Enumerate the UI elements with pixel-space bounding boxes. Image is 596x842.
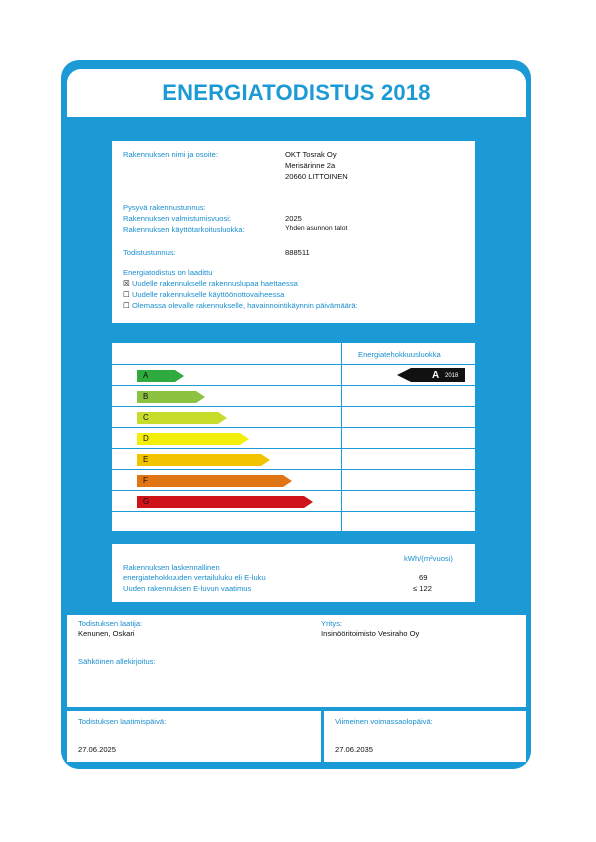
- use-class-value: Yhden asunnon talot: [285, 225, 348, 232]
- signature-label: Sähköinen allekirjoitus:: [78, 657, 156, 666]
- class-column-divider: [341, 343, 342, 531]
- class-letter-c: C: [143, 413, 149, 422]
- class-divider: [112, 364, 475, 365]
- building-name-line-3: 20660 LITTOINEN: [285, 172, 348, 181]
- class-divider: [112, 448, 475, 449]
- class-divider: [112, 385, 475, 386]
- e-unit-suffix: /(m²vuosi): [419, 554, 453, 563]
- class-arrow-e: [137, 454, 270, 466]
- made-for-label: Energiatodistus on laadittu: [123, 268, 213, 277]
- building-info-box: [112, 141, 475, 323]
- class-divider: [112, 406, 475, 407]
- class-arrow-c: [137, 412, 227, 424]
- checkbox-unchecked-icon[interactable]: ☐: [123, 290, 130, 299]
- class-divider: [112, 490, 475, 491]
- class-divider: [112, 469, 475, 470]
- author-name: Kenunen, Oskari: [78, 629, 135, 638]
- cert-id-label: Todistustunnus:: [123, 248, 176, 257]
- class-arrow-d: [137, 433, 249, 445]
- option-row-3: [123, 301, 358, 310]
- issued-date: 27.06.2025: [78, 745, 117, 754]
- class-letter-b: B: [143, 392, 149, 401]
- calc-value: 69: [419, 573, 428, 582]
- company-name: Insinööritoimisto Vesiraho Oy: [321, 629, 420, 638]
- option-row-1: [123, 279, 298, 288]
- issued-date-box: [67, 711, 321, 762]
- limit-label: Uuden rakennuksen E-luvun vaatimus: [123, 584, 252, 593]
- company-label: Yritys:: [321, 619, 343, 628]
- cert-id-value: 888511: [285, 248, 310, 257]
- option-label-2: Uudelle rakennukselle käyttöönottovaiheessa: [131, 290, 285, 299]
- class-letter-e: E: [143, 455, 149, 464]
- year-label: Rakennuksen valmistumisvuosi:: [123, 214, 232, 223]
- valid-date-box: [324, 711, 526, 762]
- option-label-3: Olemassa olevalle rakennukselle, havainnointikäynnin päivämäärä:: [131, 301, 358, 310]
- author-label: Todistuksen laatija:: [78, 619, 143, 628]
- permanent-id-label: Pysyvä rakennustunnus:: [123, 203, 206, 212]
- e-unit: [404, 554, 453, 563]
- class-arrow-f: [137, 475, 292, 487]
- checkbox-checked-icon[interactable]: ☒: [123, 279, 130, 288]
- result-class-letter: A: [432, 370, 440, 381]
- checkbox-unchecked-icon[interactable]: ☐: [123, 301, 130, 310]
- class-letter-g: G: [143, 497, 150, 506]
- class-letter-f: F: [143, 476, 148, 485]
- result-class-year: 2018: [445, 373, 459, 379]
- year-value: 2025: [285, 214, 302, 223]
- page-title: ENERGIATODISTUS 2018: [162, 80, 431, 105]
- option-row-2: [123, 290, 284, 299]
- e-value-box: [112, 544, 475, 602]
- calc-label-line-2: energiatehokkuuden vertailuluku eli E-luku: [123, 573, 266, 582]
- author-box: [67, 615, 526, 707]
- option-label-1: Uudelle rakennukselle rakennuslupaa haettaessa: [131, 279, 298, 288]
- valid-label: Viimeinen voimassaolopäivä:: [335, 717, 433, 726]
- use-class-label: Rakennuksen käyttötarkoitusluokka:: [123, 225, 245, 234]
- class-header: Energiatehokkuusluokka: [358, 350, 441, 359]
- class-letter-d: D: [143, 434, 149, 443]
- limit-value: ≤ 122: [413, 584, 432, 593]
- calc-label-line-1: Rakennuksen laskennallinen: [123, 563, 220, 572]
- building-name-line-1: OKT Tosrak Oy: [285, 150, 337, 159]
- valid-date: 27.06.2035: [335, 745, 374, 754]
- class-divider: [112, 511, 475, 512]
- title-box: [67, 69, 526, 117]
- building-name-label: Rakennuksen nimi ja osoite:: [123, 150, 218, 159]
- e-unit-main: kWh: [404, 554, 420, 563]
- class-divider: [112, 427, 475, 428]
- class-arrow-g: [137, 496, 313, 508]
- building-name-line-2: Merisärinne 2a: [285, 161, 336, 170]
- issued-label: Todistuksen laatimispäivä:: [78, 717, 167, 726]
- class-letter-a: A: [143, 371, 149, 380]
